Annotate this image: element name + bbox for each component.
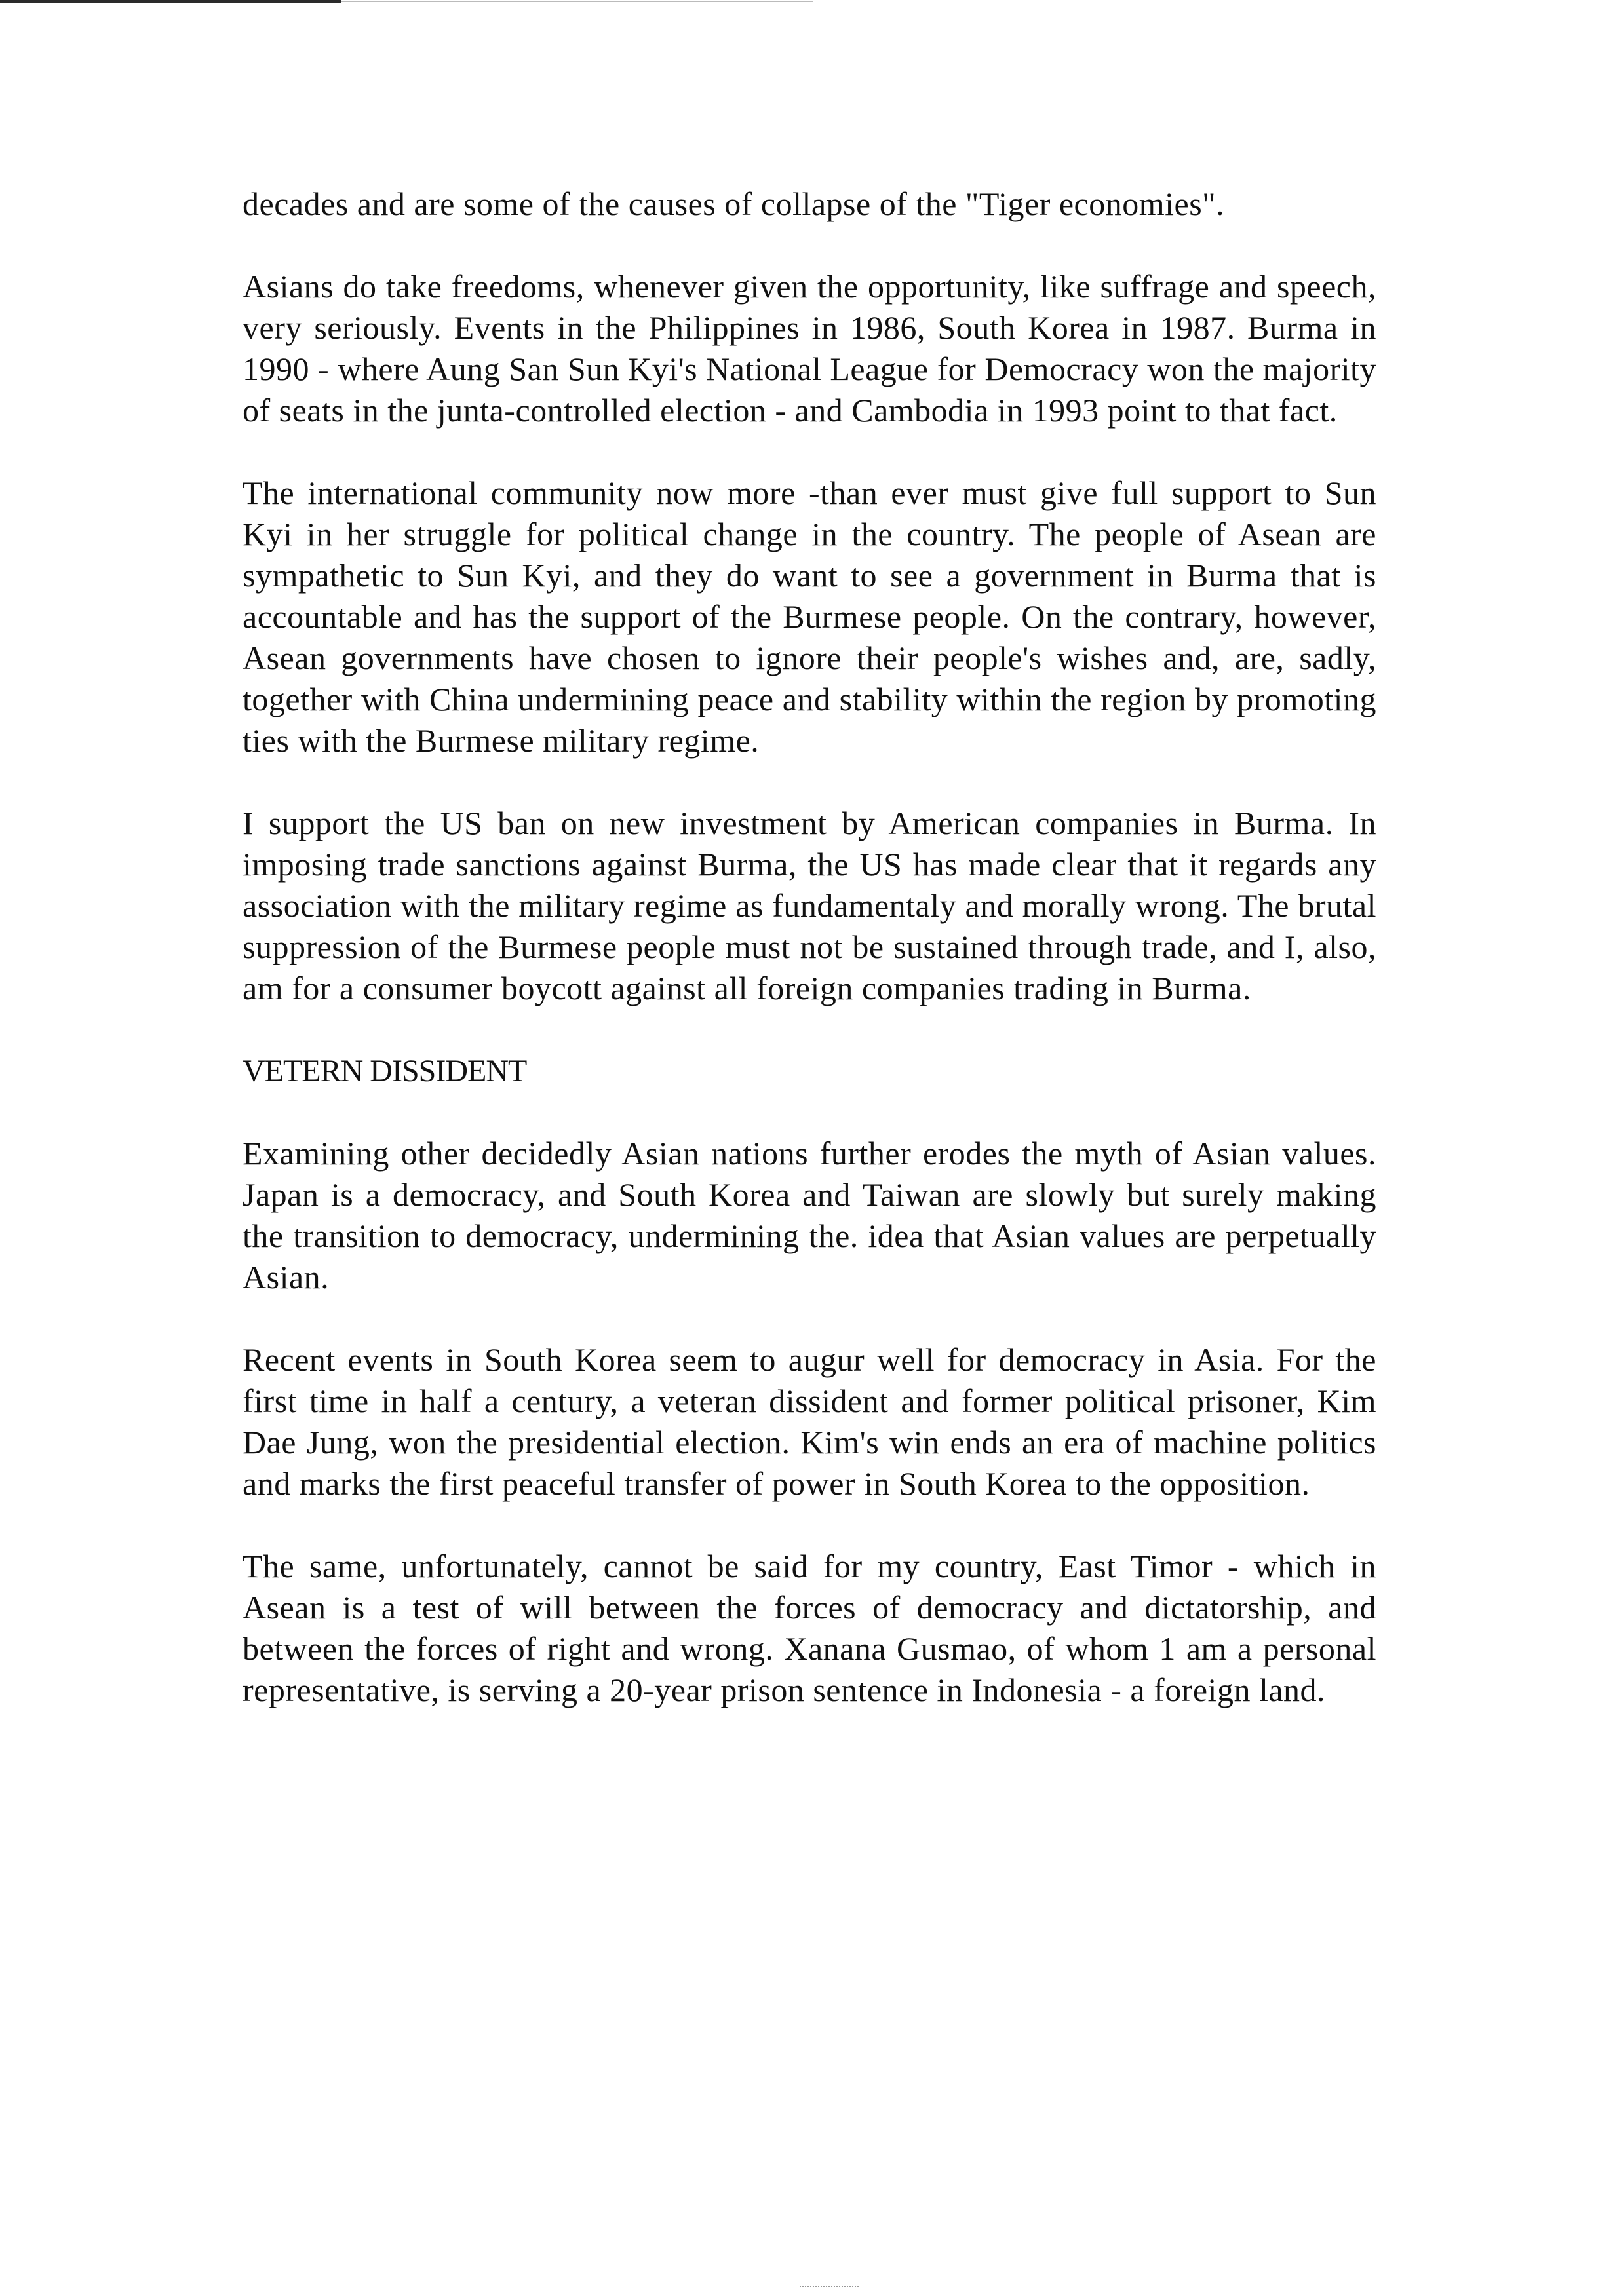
paragraph-international-community: The international community now more -than ever must give full support to Sun Kyi in her struggle for political change in the country. The people of Asean are sympathetic to Sun Kyi, and they do want to see a government in Burma that is accountable and has the support of the Burmese people. On the contrary, however, Asean governments have chosen to ignore their people's wishes and, are, sadly, together with China undermining peace and stability within the region by promoting ties with the Burmese military regime.	[243, 474, 1376, 759]
paragraph-us-ban: I support the US ban on new investment by American companies in Burma. In imposing trade sanctions against Burma, the US has made clear that it regards any association with the military regime as fundamentaly and morally wrong. The brutal suppression of the Burmese people must not be sustained through trade, and I, also, am for a consumer boycott against all foreign companies trading in Burma.	[243, 805, 1376, 1006]
paragraph-south-korea-events: Recent events in South Korea seem to augur well for democracy in Asia. For the first time in half a century, a veteran dissident and former political prisoner, Kim Dae Jung, won the presidential election. Kim's win ends an era of machine politics and marks the first peaceful transfer of power in South Korea to the opposition.	[243, 1341, 1376, 1502]
section-heading: VETERN DISSIDENT	[243, 1054, 527, 1088]
paragraph-asian-freedoms: Asians do take freedoms, whenever given the opportunity, like suffrage and speech, very seriously. Events in the Philippines in 1986, South Korea in 1987. Burma in 1990 - where Aung San Sun Kyi's National League for Democracy won the majority of seats in the junta-controlled election - and Cambodia in 1993 point to that fact.	[243, 268, 1376, 429]
scan-edge-line	[0, 0, 341, 3]
paragraph-east-timor: The same, unfortunately, cannot be said for my country, East Timor - which in Asean is a test of will between the forces of democracy and dictatorship, and between the forces of right and wrong. Xanana Gusmao, of whom 1 am a personal representative, is serving a 20-year prison sentence in Indonesia - a foreign land.	[243, 1548, 1376, 1708]
paragraph-tiger-economies: decades and are some of the causes of collapse of the "Tiger economies".	[243, 185, 1225, 222]
paragraph-asian-values-myth: Examining other decidedly Asian nations further erodes the myth of Asian values. Japan is a democracy, and South Korea and Taiwan are slowly but surely making the transition to democracy, undermining the. idea that Asian values are perpetually Asian.	[243, 1135, 1376, 1295]
scan-edge-faint-line	[341, 1, 813, 2]
scan-artifact-mark	[800, 2286, 859, 2289]
document-body	[243, 183, 1376, 1752]
